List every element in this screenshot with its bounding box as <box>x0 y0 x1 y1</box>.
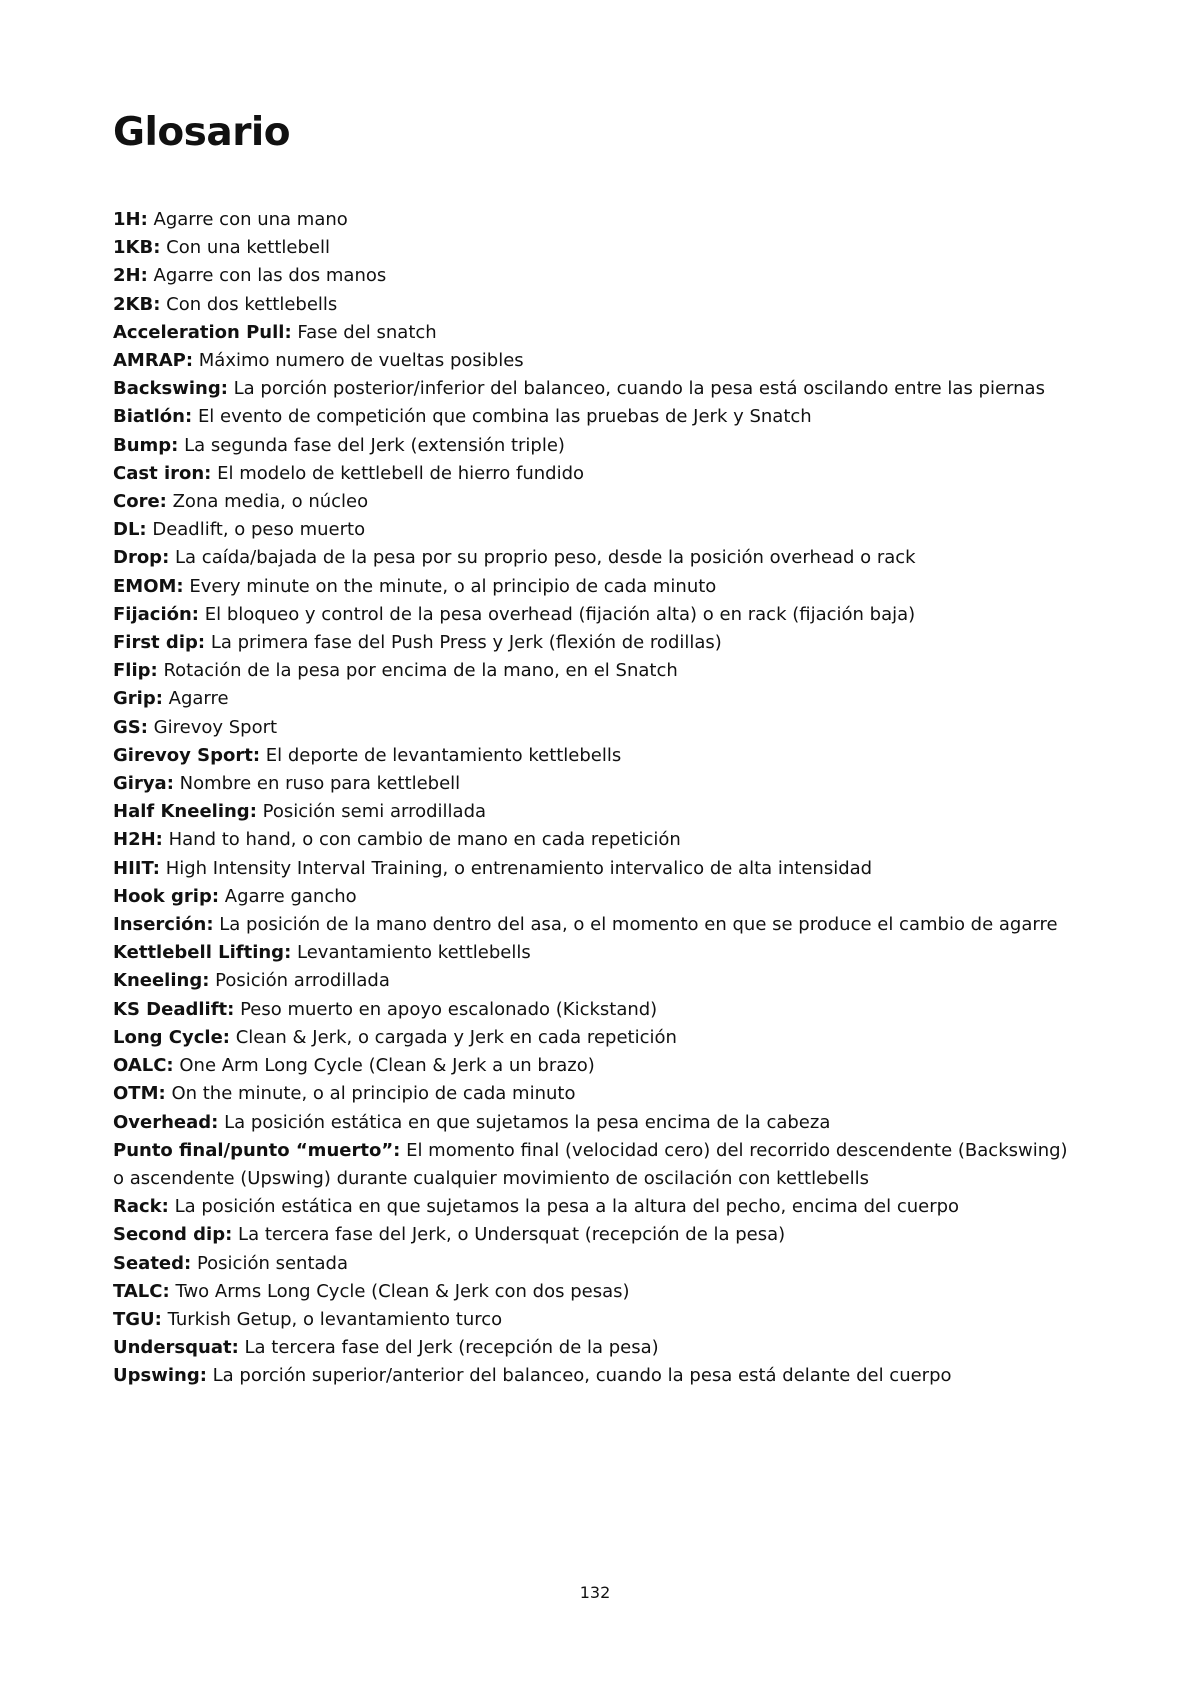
glossary-definition: La segunda fase del Jerk (extensión triple) <box>184 434 565 456</box>
glossary-definition: Posición sentada <box>196 1252 349 1274</box>
glossary-entry <box>113 798 1073 826</box>
glossary-entry <box>113 1221 1073 1249</box>
glossary-entry <box>113 1080 1073 1108</box>
glossary-term: Flip: <box>113 660 158 682</box>
glossary-definition: Nombre en ruso para kettlebell <box>179 773 461 795</box>
glossary-term: Seated: <box>113 1252 192 1274</box>
glossary-term: 2KB: <box>113 293 161 315</box>
glossary-term: GS: <box>113 716 148 738</box>
glossary-term: H2H: <box>113 829 163 851</box>
glossary-term: Half Kneeling: <box>113 801 257 823</box>
glossary-definition: La posición de la mano dentro del asa, o el momento en que se produce el cambio de agarre <box>219 914 1058 936</box>
glossary-entry <box>113 685 1073 713</box>
glossary-definition: High Intensity Interval Training, o entrenamiento intervalico de alta intensidad <box>165 857 873 879</box>
glossary-entry <box>113 883 1073 911</box>
glossary-definition: Two Arms Long Cycle (Clean & Jerk con dos pesas) <box>175 1280 630 1302</box>
glossary-term: Core: <box>113 491 167 513</box>
page-title: Glosario <box>113 110 291 155</box>
glossary-definition: La posición estática en que sujetamos la pesa encima de la cabeza <box>224 1111 831 1133</box>
glossary-entry <box>113 375 1073 403</box>
glossary-definition: Deadlift, o peso muerto <box>152 519 366 541</box>
glossary-definition: El deporte de levantamiento kettlebells <box>265 744 622 766</box>
glossary-definition: Hand to hand, o con cambio de mano en cada repetición <box>168 829 681 851</box>
glossary-entry <box>113 573 1073 601</box>
glossary-entry <box>113 1052 1073 1080</box>
glossary-definition: La caída/bajada de la pesa por su proprio peso, desde la posición overhead o rack <box>175 547 916 569</box>
glossary-definition: Every minute on the minute, o al principio de cada minuto <box>189 575 717 597</box>
glossary-entry <box>113 1024 1073 1052</box>
glossary-definition: La porción posterior/inferior del balanceo, cuando la pesa está oscilando entre las piernas <box>233 378 1045 400</box>
glossary-term: Second dip: <box>113 1224 233 1246</box>
glossary-definition: El momento final (velocidad cero) del recorrido descendente (Backswing) o ascendente (Upswing) durante cualquier movimiento de oscilación con kettlebells <box>113 1139 1068 1189</box>
glossary-entry <box>113 291 1073 319</box>
glossary-entry <box>113 1137 1073 1193</box>
glossary-term: Kneeling: <box>113 970 210 992</box>
glossary-definition: On the minute, o al principio de cada minuto <box>171 1083 576 1105</box>
glossary-term: EMOM: <box>113 575 184 597</box>
page-number: 132 <box>579 1583 611 1602</box>
glossary-definition: El evento de competición que combina las pruebas de Jerk y Snatch <box>197 406 812 428</box>
glossary-definition: Girevoy Sport <box>153 716 278 738</box>
glossary-entry <box>113 714 1073 742</box>
glossary-term: Fijación: <box>113 603 200 625</box>
glossary-term: HIIT: <box>113 857 160 879</box>
glossary-definition: Agarre con una mano <box>153 209 348 230</box>
glossary-term: OALC: <box>113 1055 174 1077</box>
glossary-definition: Agarre gancho <box>224 885 357 907</box>
glossary-definition: Máximo numero de vueltas posibles <box>198 350 524 372</box>
glossary-entry <box>113 347 1073 375</box>
glossary-definition: Con dos kettlebells <box>166 293 338 315</box>
glossary-term: OTM: <box>113 1083 166 1105</box>
glossary-entry <box>113 432 1073 460</box>
glossary-entry <box>113 516 1073 544</box>
glossary-term: Backswing: <box>113 378 228 400</box>
glossary-term: Girya: <box>113 773 174 795</box>
glossary-entry <box>113 629 1073 657</box>
glossary-term: Long Cycle: <box>113 1026 230 1048</box>
glossary-definition: Con una kettlebell <box>166 237 330 259</box>
glossary-entry <box>113 1334 1073 1362</box>
glossary-entry <box>113 770 1073 798</box>
glossary-entry <box>113 967 1073 995</box>
glossary-term: TGU: <box>113 1308 162 1330</box>
glossary-list <box>113 206 1073 1391</box>
glossary-definition: Clean & Jerk, o cargada y Jerk en cada repetición <box>235 1026 677 1048</box>
glossary-entry <box>113 403 1073 431</box>
glossary-entry <box>113 742 1073 770</box>
glossary-term: 2H: <box>113 265 148 287</box>
glossary-term: Cast iron: <box>113 462 212 484</box>
glossary-definition: Agarre con las dos manos <box>153 265 387 287</box>
glossary-entry <box>113 601 1073 629</box>
glossary-entry <box>113 1250 1073 1278</box>
glossary-term: AMRAP: <box>113 350 194 372</box>
glossary-term: Upswing: <box>113 1365 207 1387</box>
glossary-term: Bump: <box>113 434 179 456</box>
glossary-term: KS Deadlift: <box>113 998 235 1020</box>
glossary-entry <box>113 939 1073 967</box>
glossary-definition: Fase del snatch <box>297 321 437 343</box>
glossary-term: Undersquat: <box>113 1337 239 1359</box>
glossary-term: Hook grip: <box>113 885 220 907</box>
glossary-term: Girevoy Sport: <box>113 744 261 766</box>
glossary-term: Biatlón: <box>113 406 193 428</box>
glossary-term: 1H: <box>113 209 148 230</box>
glossary-definition: La porción superior/anterior del balanceo, cuando la pesa está delante del cuerpo <box>212 1365 952 1387</box>
glossary-term: First dip: <box>113 632 206 654</box>
glossary-entry <box>113 1306 1073 1334</box>
glossary-term: DL: <box>113 519 147 541</box>
glossary-entry <box>113 826 1073 854</box>
glossary-term: Inserción: <box>113 914 214 936</box>
glossary-definition: La posición estática en que sujetamos la pesa a la altura del pecho, encima del cuerpo <box>174 1196 960 1218</box>
glossary-definition: Posición semi arrodillada <box>262 801 487 823</box>
glossary-term: Punto final/punto “muerto”: <box>113 1139 401 1161</box>
glossary-entry <box>113 544 1073 572</box>
glossary-entry <box>113 206 1073 234</box>
glossary-definition: Peso muerto en apoyo escalonado (Kickstand) <box>240 998 658 1020</box>
glossary-entry <box>113 1362 1073 1390</box>
glossary-definition: Turkish Getup, o levantamiento turco <box>167 1308 503 1330</box>
glossary-term: TALC: <box>113 1280 170 1302</box>
glossary-entry <box>113 460 1073 488</box>
glossary-entry <box>113 234 1073 262</box>
glossary-definition: Rotación de la pesa por encima de la mano, en el Snatch <box>163 660 678 682</box>
glossary-definition: La primera fase del Push Press y Jerk (flexión de rodillas) <box>210 632 722 654</box>
glossary-term: Acceleration Pull: <box>113 321 292 343</box>
glossary-definition: Posición arrodillada <box>215 970 390 992</box>
glossary-definition: Levantamiento kettlebells <box>297 942 531 964</box>
glossary-definition: El bloqueo y control de la pesa overhead (fijación alta) o en rack (fijación baja) <box>204 603 916 625</box>
glossary-term: Drop: <box>113 547 170 569</box>
glossary-definition: One Arm Long Cycle (Clean & Jerk a un brazo) <box>179 1055 595 1077</box>
glossary-definition: La tercera fase del Jerk (recepción de la pesa) <box>244 1337 659 1359</box>
glossary-term: Rack: <box>113 1196 169 1218</box>
glossary-entry <box>113 911 1073 939</box>
glossary-term: Kettlebell Lifting: <box>113 942 292 964</box>
glossary-definition: El modelo de kettlebell de hierro fundido <box>217 462 585 484</box>
glossary-entry <box>113 1109 1073 1137</box>
glossary-entry <box>113 996 1073 1024</box>
glossary-entry <box>113 657 1073 685</box>
glossary-term: 1KB: <box>113 237 161 259</box>
glossary-entry <box>113 262 1073 290</box>
glossary-definition: La tercera fase del Jerk, o Undersquat (recepción de la pesa) <box>238 1224 786 1246</box>
glossary-definition: Zona media, o núcleo <box>172 491 369 513</box>
glossary-definition: Agarre <box>168 688 229 710</box>
glossary-entry <box>113 488 1073 516</box>
glossary-entry <box>113 1193 1073 1221</box>
glossary-entry <box>113 855 1073 883</box>
glossary-entry <box>113 1278 1073 1306</box>
glossary-entry <box>113 319 1073 347</box>
glossary-term: Grip: <box>113 688 163 710</box>
glossary-term: Overhead: <box>113 1111 219 1133</box>
